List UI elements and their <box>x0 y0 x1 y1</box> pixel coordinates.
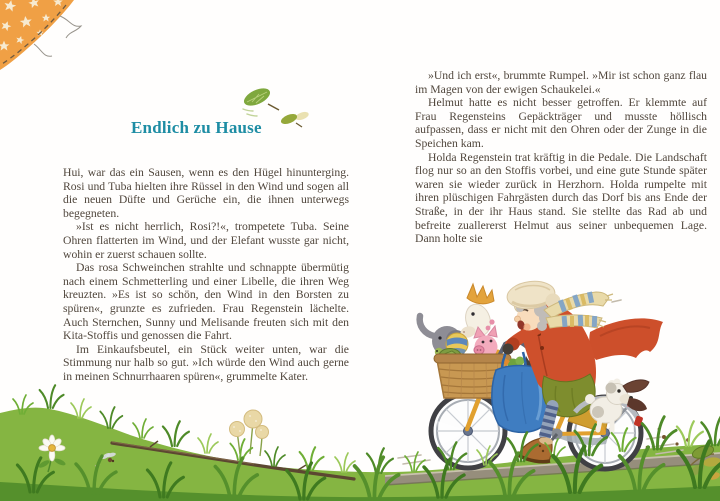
paragraph: »Und ich erst«, brummte Rumpel. »Mir ist schon ganz flau im Magen von der ewigen Schaukelei.« <box>415 69 707 96</box>
paragraph: »Ist es nicht herrlich, Rosi?!«, trompetete Tuba. Seine Ohren flatterten im Wind, und der Elefant wusste gar nicht, wohin er zuerst schauen sollte. <box>63 220 349 261</box>
paragraph: Helmut hatte es nicht besser getroffen. Er klemmte auf Frau Regensteins Gepäckträger und musste höllisch aufpassen, dass er nicht mit den Ohren oder der Zunge in die Speichen kam. <box>415 96 707 150</box>
fabric-corner-decoration <box>0 0 100 92</box>
dog-ear <box>623 380 649 392</box>
right-page-text <box>415 69 707 246</box>
paragraph: Holda Regenstein trat kräftig in die Pedale. Die Landschaft flog nur so an den Stoffis vorbei, und eine gute Stunde später waren sie wieder zurück in Herzhorn. Holda rumpelte mit ihren plüschigen Fahrgästen durch das Dorf bis ans Ende der Straße, in der ihr Haus stand. Sie stellte das Rad ab und befreite zuallererst Helmut aus seiner unbequemen Lage. Dann holte sie <box>415 150 707 246</box>
large-leaf <box>241 85 279 110</box>
bicycle-illustration <box>0 240 720 501</box>
paragraph: Hui, war das ein Sausen, wenn es den Hügel hinunterging. Rosi und Tuba hielten ihre Rüssel in den Wind und sogen all die neuen Düfte und Gerüche ein, die ihnen unterwegs begegneten. <box>63 166 349 220</box>
motion-dashes <box>243 109 257 116</box>
chapter-heading: Endlich zu Hause <box>131 118 262 137</box>
coat-tail <box>589 318 663 360</box>
mitten-hand <box>503 344 514 355</box>
paragraph: Im Einkaufsbeutel, ein Stück weiter unten, war die Stimmung nur halb so gut. »Ich würde den Wind auch gerne in meinen Schnurrhaaren spüren«, grummelte Kater. <box>63 342 349 383</box>
paragraph: Das rosa Schweinchen strahlte und schnappte übermütig nach einem Schmetterling und einer Libelle, die ihren Weg kreuzten. »Es ist so schön, den Wind in den Borsten zu spüren«, grunzte es zufrieden. Frau Regenstein lächelte. Auch Sternchen, Sunny und Melisande freuten sich mit den Kita-Stoffis und genossen die Fahrt. <box>63 261 349 343</box>
